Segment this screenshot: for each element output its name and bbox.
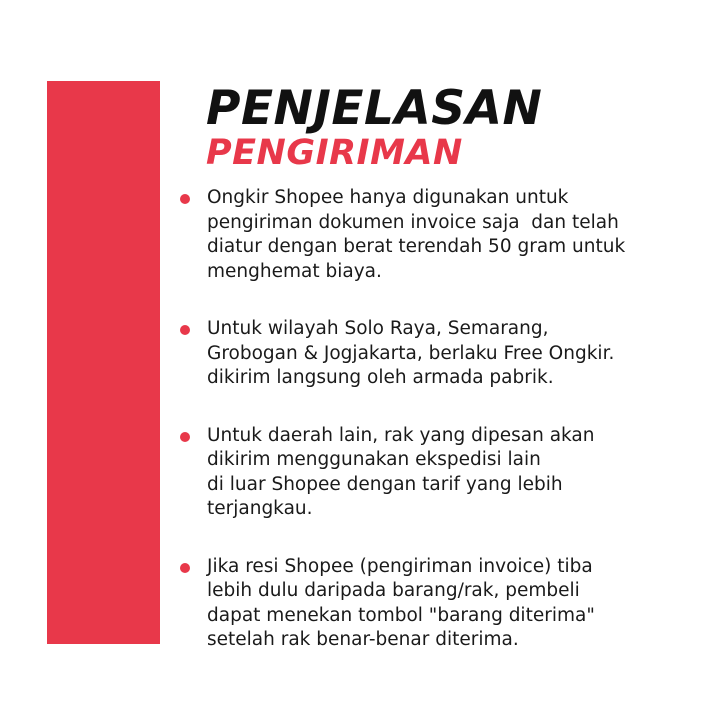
bullet-line: Untuk wilayah Solo Raya, Semarang, (207, 318, 549, 339)
bullet-line: dapat menekan tombol "barang diterima" (207, 604, 595, 626)
bullet-line: menghemat biaya. (207, 260, 382, 282)
title-line-1: PENJELASAN (206, 81, 543, 136)
bullet-line: lebih dulu daripada barang/rak, pembeli (207, 580, 580, 601)
bullet-line: di luar Shopee dengan tarif yang lebih (207, 473, 563, 495)
bullet-dot-icon (180, 325, 190, 335)
bullet-line: Untuk daerah lain, rak yang dipesan akan (207, 424, 595, 446)
title-block (206, 81, 706, 173)
bullet-line: Grobogan & Jogjakarta, berlaku Free Ongkir. (207, 342, 615, 364)
bullet-line: dikirim langsung oleh armada pabrik. (207, 367, 554, 388)
decorative-red-bar (47, 81, 160, 644)
bullet-dot-icon (180, 194, 190, 204)
bullet-line: terjangkau. (207, 498, 313, 519)
bullet-line: pengiriman dokumen invoice saja dan telah (207, 211, 619, 233)
bullet-item (180, 424, 690, 522)
bullet-item (180, 555, 690, 653)
bullet-dot-icon (180, 432, 190, 442)
bullet-item (180, 317, 690, 391)
bullet-item (180, 186, 690, 284)
bullet-line: Ongkir Shopee hanya digunakan untuk (207, 187, 569, 208)
bullet-list (180, 186, 690, 653)
bullet-line: diatur dengan berat terendah 50 gram untuk (207, 236, 626, 257)
bullet-line: Jika resi Shopee (pengiriman invoice) tiba (207, 555, 593, 577)
bullet-dot-icon (180, 563, 190, 573)
bullet-line: dikirim menggunakan ekspedisi lain (207, 449, 541, 470)
bullet-line: setelah rak benar-benar diterima. (207, 629, 519, 650)
title-line-2: PENGIRIMAN (206, 133, 463, 173)
